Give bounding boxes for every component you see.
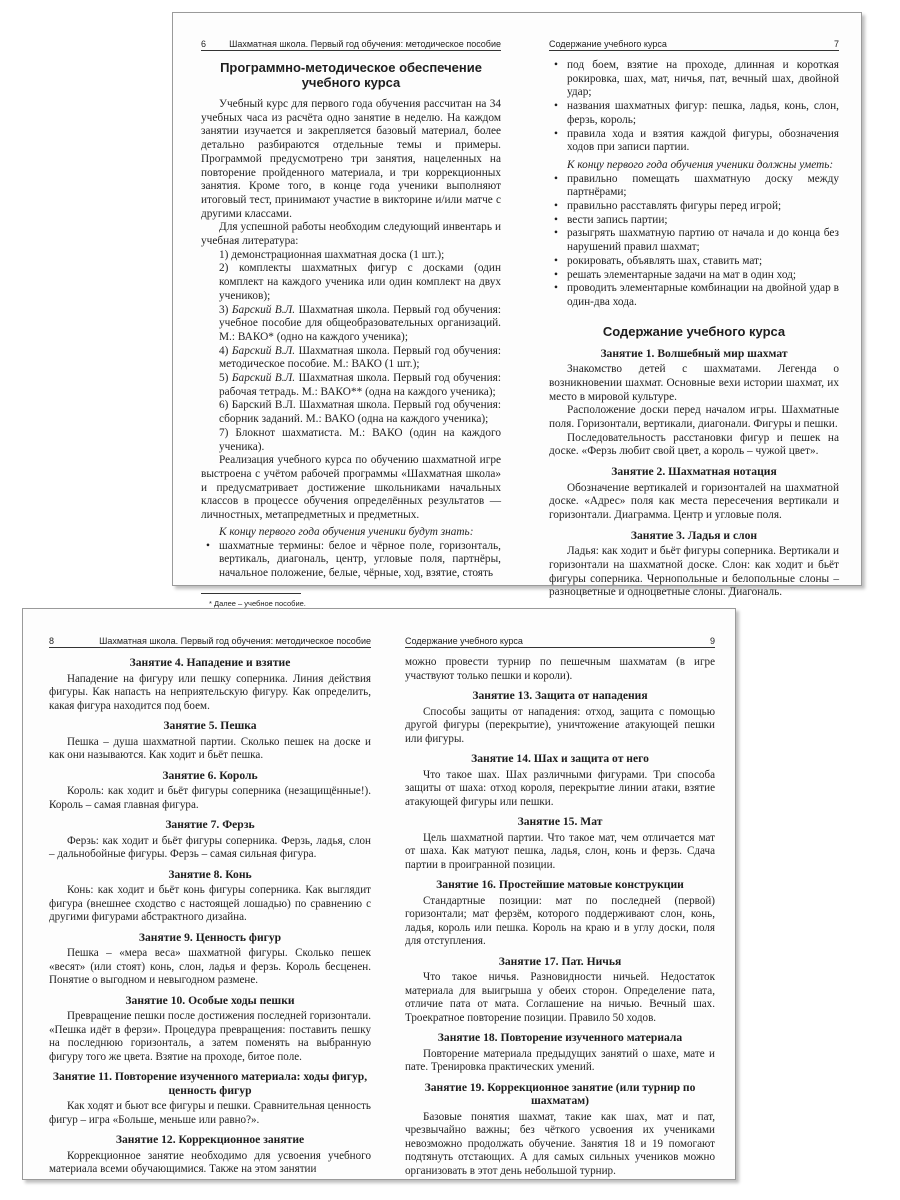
paragraph: Конь: как ходит и бьёт конь фигуры соперника. Как выглядит фигура (внешнее сходство с настоящей лошадью) по сравнению с другими фигурами абстрактного дизайна. bbox=[49, 884, 371, 923]
paragraph: Для успешной работы необходим следующий инвентарь и учебная литература: bbox=[201, 221, 501, 248]
page-body bbox=[49, 656, 371, 1177]
paragraph: Способы защиты от нападения: отход, защита с помощью другой фигуры (перекрытие), уничтожение атакующей пешки или фигуры. bbox=[405, 705, 715, 745]
list-item: 4) Барский В.Л. Шахматная школа. Первый год обучения: методическое пособие. М.: ВАКО (1 шт.); bbox=[219, 344, 501, 371]
lesson-title: Занятие 11. Повторение изученного материала: ходы фигур, ценность фигур bbox=[52, 1070, 368, 1097]
paragraph: Учебный курс для первого года обучения рассчитан на 34 учебных часа из расчёта одно занятие в неделю. На каждом занятии изучается и закрепляется базовый материал, более детально разбираются отдельные темы и примеры. Программой предусмотрено три занятия, нацеленных на повторение пройденного материала, и три коррекционных занятия. Кроме того, в конце года ученики выполняют итоговый тест, принимают участие в викторине и/или матче с другими классами. bbox=[201, 98, 501, 220]
list-item: 5) Барский В.Л. Шахматная школа. Первый год обучения: рабочая тетрадь. М.: ВАКО** (одна на каждого ученика); bbox=[219, 372, 501, 398]
list-item: 6) Барский В.Л. Шахматная школа. Первый год обучения: сборник заданий. М.: ВАКО (одна на каждого ученика); bbox=[219, 399, 501, 426]
lesson-title: Занятие 18. Повторение изученного материала bbox=[437, 1031, 683, 1044]
running-head bbox=[49, 635, 371, 648]
page-9 bbox=[405, 609, 715, 1179]
page-body bbox=[201, 59, 501, 622]
lesson-title: Занятие 14. Шах и защита от него bbox=[471, 752, 649, 765]
inventory-list bbox=[201, 249, 501, 455]
list-item: • вести запись партии; bbox=[567, 214, 839, 228]
paragraph-continued: можно провести турнир по пешечным шахматам (в игре участвуют только пешки и короли). bbox=[405, 656, 715, 682]
running-head-text: Шахматная школа. Первый год обучения: методическое пособие bbox=[229, 39, 501, 49]
paragraph: Знакомство детей с шахматами. Легенда о возникновении шахмат. Основные вехи истории шахмат, их место в мировой культуре. bbox=[549, 363, 839, 403]
list-item: 1) демонстрационная шахматная доска (1 шт.); bbox=[219, 248, 445, 261]
page-number: 8 bbox=[49, 636, 55, 646]
lesson-title: Занятие 7. Ферзь bbox=[165, 818, 255, 831]
running-head-text: Шахматная школа. Первый год обучения: методическое пособие bbox=[99, 636, 371, 646]
knowledge-heading: К концу первого года обучения ученики будут знать: bbox=[219, 525, 474, 538]
list-item: • названия шахматных фигур: пешка, ладья, конь, слон, ферзь, король; bbox=[567, 100, 839, 127]
paragraph: Как ходят и бьют все фигуры и пешки. Сравнительная ценность фигур – игра «Больше, меньше или равно?». bbox=[49, 1100, 371, 1126]
page-8 bbox=[49, 609, 371, 1179]
paragraph: Расположение доски перед началом игры. Шахматные поля. Горизонтали, вертикали, диагонали. Фигуры и пешки. bbox=[549, 404, 839, 430]
paragraph: Ладья: как ходит и бьёт фигуры соперника. Вертикали и горизонтали на шахматной доске. Слон: как ходит и бьёт фигуры соперника. Чернопольные и белопольные слоны – разноцветные и одноцветные слоны. Диагональ. bbox=[549, 545, 839, 599]
paragraph: Нападение на фигуру или пешку соперника. Линия действия фигуры. Как напасть на неприятельскую фигуру. Как определить, какая фигура находится под боем. bbox=[49, 672, 371, 712]
lesson-title: Занятие 3. Ладья и слон bbox=[630, 528, 758, 542]
list-item: • разыгрять шахматную партию от начала и до конца без нарушений правил шахмат; bbox=[567, 227, 839, 254]
paragraph: Стандартные позиции: мат по последней (первой) горизонтали; мат ферзём, которого поддерживают слон, конь, ладья, король или пешка. Король на краю и в углу доски, поля для отступления. bbox=[405, 894, 715, 947]
lesson-title: Занятие 5. Пешка bbox=[163, 719, 257, 732]
list-item: 7) Блокнот шахматиста. М.: ВАКО (один на каждого ученика). bbox=[219, 426, 501, 453]
list-item: • рокировать, объявлять шах, ставить мат; bbox=[567, 255, 839, 269]
list-item-continued: • под боем, взятие на проходе, длинная и короткая рокировка, шах, мат, ничья, пат, вечный шах, двойной удар; bbox=[567, 59, 839, 100]
list-item: • решать элементарные задачи на мат в один ход; bbox=[567, 269, 839, 283]
bottom-spread bbox=[22, 608, 736, 1180]
paragraph: Пешка – душа шахматной партии. Сколько пешек на доске и как они называются. Как ходит и бьёт пешка. bbox=[49, 735, 371, 761]
lesson-title: Занятие 2. Шахматная нотация bbox=[611, 465, 777, 479]
section-title: Содержание учебного курса bbox=[602, 323, 786, 339]
lesson-title: Занятие 16. Простейшие матовые конструкции bbox=[436, 878, 684, 891]
lesson-title: Занятие 15. Мат bbox=[517, 815, 603, 828]
running-head bbox=[405, 635, 715, 648]
running-head-text: Содержание учебного курса bbox=[549, 39, 667, 49]
list-item: 2) комплекты шахматных фигур с досками (один комплект на каждого ученика или один комплект на двух учеников); bbox=[219, 262, 502, 302]
footnote-divider bbox=[201, 593, 301, 594]
lesson-title: Занятие 6. Король bbox=[162, 768, 258, 782]
paragraph: Пешка – «мера веса» шахматной фигуры. Сколько пешек «весят» (или стоят) конь, слон, ладья и ферзь. Король бесценен. Понятие о выгодном и невыгодном размене. bbox=[49, 947, 371, 986]
lesson-title: Занятие 17. Пат. Ничья bbox=[498, 954, 622, 968]
paragraph: Что такое шах. Шах различными фигурами. Три способа защиты от шаха: отход короля, перекрытие линии атаки, взятие атакующей фигуры или пешки. bbox=[405, 768, 715, 808]
page-number: 9 bbox=[709, 636, 715, 646]
paragraph: Король: как ходит и бьёт фигуры соперника (незащищённые!). Король – самая главная фигура. bbox=[49, 785, 371, 811]
paragraph: Повторение материала предыдущих занятий о шахе, мате и пате. Тренировка практических умений. bbox=[405, 1047, 715, 1073]
skills-list bbox=[549, 173, 839, 310]
page-body bbox=[549, 59, 839, 600]
lesson-title: Занятие 9. Ценность фигур bbox=[138, 930, 282, 944]
paragraph: Что такое ничья. Разновидности ничьей. Недостаток материала для выигрыша у обеих сторон. Определение пата, отличие пата от мата. Соглашение на ничью. Вечный шах. Троекратное повторение позиции. Правило 50 ходов. bbox=[405, 971, 715, 1024]
section-title: Программно-методическое обеспечение учебного курса bbox=[220, 60, 482, 90]
lesson-title: Занятие 12. Коррекционное занятие bbox=[115, 1133, 305, 1146]
footnote: * Далее – учебное пособие. bbox=[209, 598, 306, 608]
paragraph: Ферзь: как ходит и бьёт фигуры соперника. Ферзь, ладья, слон – дальнобойные фигуры. Ферзь – самая сильная фигура. bbox=[49, 834, 371, 860]
paragraph: Коррекционное занятие необходимо для усвоения учебного материала всеми обучающимися. Также на этом занятии bbox=[49, 1149, 371, 1175]
paragraph: Последовательность расстановки фигур и пешек на доске. «Ферзь любит свой цвет, а король – чужой цвет». bbox=[549, 431, 839, 458]
skills-heading: К концу первого года обучения ученики должны уметь: bbox=[567, 158, 834, 171]
paragraph: Цель шахматной партии. Что такое мат, чем отличается мат от шаха. Как матуют пешка, ладья, слон, конь и ферзь. Сдача партии в проигранной позиции. bbox=[405, 831, 715, 871]
list-item: • правильно расставлять фигуры перед игрой; bbox=[567, 200, 839, 214]
list-item: 3) Барский В.Л. Шахматная школа. Первый год обучения: учебное пособие для общеобразовательных организаций. М.: ВАКО* (одно на каждого ученика); bbox=[219, 303, 501, 343]
page-6 bbox=[201, 13, 502, 608]
paragraph: Превращение пешки после достижения последней горизонтали. «Пешка идёт в ферзи». Процедура превращения: поставить пешку на последнюю горизонталь, а затем поменять на выбранную фигуру того же цвета. Взятие на проходе, битое поле. bbox=[49, 1010, 371, 1063]
paragraph: Реализация учебного курса по обучению шахматной игре выстроена с учётом рабочей программы «Шахматная школа» и предусматривает достижение школьниками начальных классов в процессе обучения определённых результатов — личностных, метапредметных и предметных. bbox=[201, 454, 501, 522]
lesson-title: Занятие 8. Конь bbox=[168, 867, 252, 881]
paragraph: Обозначение вертикалей и горизонталей на шахматной доске. «Адрес» поля как места пересечения вертикали и горизонтали. Диаграмма. Центр и угловые поля. bbox=[549, 481, 839, 521]
running-head bbox=[201, 38, 501, 51]
lesson-title: Занятие 1. Волшебный мир шахмат bbox=[600, 346, 788, 360]
list-item: • шахматные термины: белое и чёрное поле, горизонталь, вертикаль, диагональ, центр, угловые поля, партнёры, начальное положение, белые, чёрные, ход, взятие, стоять bbox=[219, 540, 501, 581]
page-number: 6 bbox=[201, 39, 207, 49]
knowledge-list bbox=[201, 540, 501, 581]
lesson-title: Занятие 10. Особые ходы пешки bbox=[125, 993, 295, 1007]
page-7 bbox=[549, 13, 839, 599]
page-number: 7 bbox=[833, 39, 839, 49]
running-head bbox=[549, 38, 839, 51]
page-body bbox=[405, 656, 715, 1178]
paragraph: Базовые понятия шахмат, такие как шах, мат и пат, чрезвычайно важны; без чёткого усвоения их учениками невозможно продолжать обучение. Занятия 18 и 19 помогают подтянуть отстающих. А для самых сильных учеников можно организовать в этот день небольшой турнир. bbox=[405, 1110, 715, 1177]
knowledge-list bbox=[549, 59, 839, 155]
lesson-title: Занятие 19. Коррекционное занятие (или турнир по шахматам) bbox=[424, 1080, 696, 1107]
lesson-title: Занятие 4. Нападение и взятие bbox=[129, 656, 291, 669]
list-item: • правила хода и взятия каждой фигуры, обозначения ходов при записи партии. bbox=[567, 128, 839, 155]
list-item: • правильно помещать шахматную доску между партнёрами; bbox=[567, 173, 839, 200]
top-spread bbox=[172, 12, 862, 608]
lesson-title: Занятие 13. Защита от нападения bbox=[472, 689, 648, 702]
running-head-text: Содержание учебного курса bbox=[405, 636, 523, 646]
list-item: • проводить элементарные комбинации на двойной удар в один-два хода. bbox=[567, 282, 839, 309]
